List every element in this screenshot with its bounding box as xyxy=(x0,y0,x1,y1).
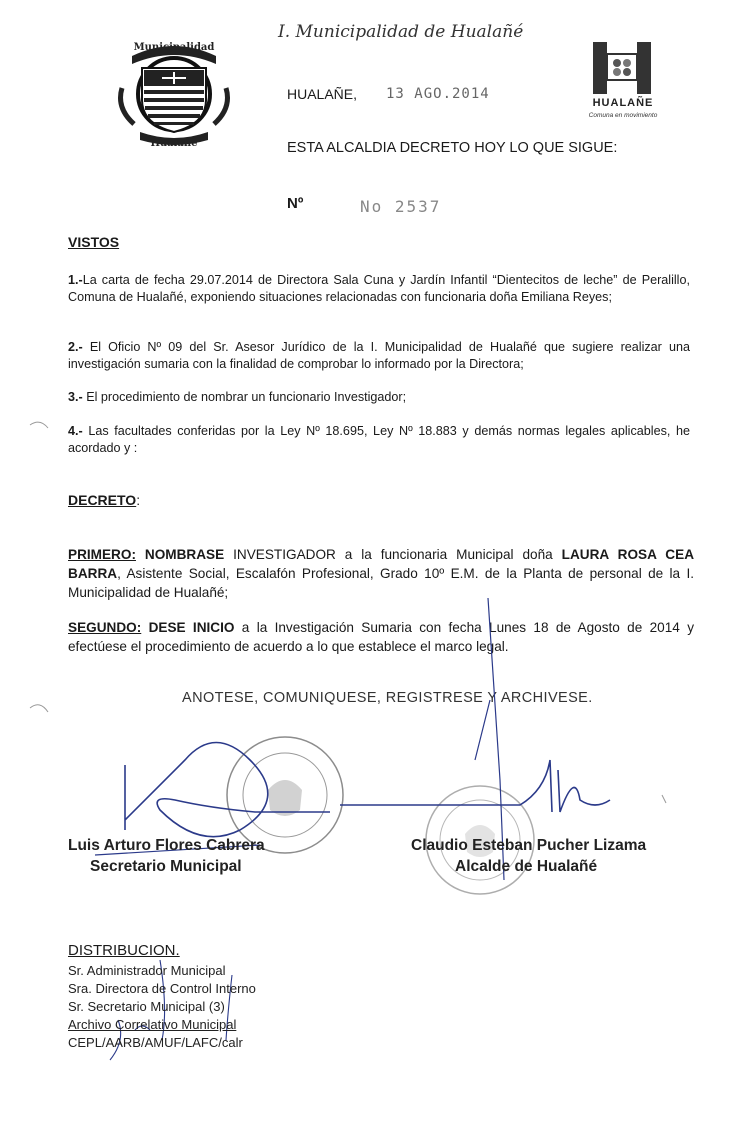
closing-formula: ANOTESE, COMUNIQUESE, REGISTRESE Y ARCHIVESE. xyxy=(182,690,593,706)
primero-label: PRIMERO: xyxy=(68,547,136,562)
distribution-line: Sra. Directora de Control Interno xyxy=(68,981,256,996)
segundo-label: SEGUNDO: xyxy=(68,620,142,635)
municipal-crest-logo xyxy=(112,28,236,148)
distribution-line: Archivo Correlativo Municipal xyxy=(68,1017,237,1032)
svg-text:Municipalidad: Municipalidad xyxy=(133,42,215,53)
decreto-segundo xyxy=(68,618,694,656)
secretary-title: Secretario Municipal xyxy=(90,858,242,875)
mayor-name: Claudio Esteban Pucher Lizama xyxy=(411,837,647,854)
logo-name: HUALAÑE xyxy=(592,97,654,109)
item-text: El procedimiento de nombrar un funcionario Investigador; xyxy=(82,390,407,404)
distribution-line: Sr. Secretario Municipal (3) xyxy=(68,999,225,1014)
logo-tagline: Comuna en movimiento xyxy=(588,112,658,119)
primero-action: NOMBRASE xyxy=(144,547,225,562)
decreto-heading-label: DECRETO xyxy=(68,492,137,508)
item-number: 2.- xyxy=(68,340,83,354)
decreto-heading-colon: : xyxy=(136,492,141,508)
vistos-item-3 xyxy=(68,389,690,406)
intro-statement: ESTA ALCALDIA DECRETO HOY LO QUE SIGUE: xyxy=(287,140,618,156)
place-label: HUALAÑE, xyxy=(287,86,358,102)
distribution-line: Sr. Administrador Municipal xyxy=(68,963,226,978)
segundo-action: DESE INICIO xyxy=(148,620,235,635)
item-text: La carta de fecha 29.07.2014 de Directora Sala Cuna y Jardín Infantil “Dientecitos de leche” de Peralillo, Comuna de Hualañé, exponiendo situaciones relacionadas con funcionaria doña Emiliana Reyes; xyxy=(68,273,690,304)
item-number: 4.- xyxy=(68,424,83,438)
secretary-seal xyxy=(227,737,343,853)
decreto-heading xyxy=(68,492,140,508)
vistos-item-2 xyxy=(68,339,690,373)
date-stamp: 13 AGO.2014 xyxy=(386,86,490,102)
vistos-heading: VISTOS xyxy=(68,234,120,250)
municipality-header-title: I. Municipalidad de Hualañé xyxy=(278,22,524,42)
hualane-h-icon xyxy=(593,42,651,94)
hualane-brand-logo xyxy=(583,42,663,126)
vistos-item-1 xyxy=(68,272,690,306)
item-text: El Oficio Nº 09 del Sr. Asesor Jurídico de la I. Municipalidad de Hualañé que sugiere realizar una investigación sumaria con la finalidad de comprobar lo informado por la Directora; xyxy=(68,340,690,371)
item-text: Las facultades conferidas por la Ley Nº 18.695, Ley Nº 18.883 y demás normas legales aplicables, he acordado y : xyxy=(68,424,690,455)
svg-text:Hualañé: Hualañé xyxy=(150,138,198,148)
mayor-title: Alcalde de Hualañé xyxy=(455,858,598,875)
item-number: 3.- xyxy=(68,390,83,404)
distribution-heading: DISTRIBUCION. xyxy=(68,942,180,959)
decree-number-label: Nº xyxy=(287,195,304,212)
primero-text1: INVESTIGADOR a la funcionaria Municipal doña xyxy=(224,547,562,562)
decree-number-stamp: No 2537 xyxy=(360,197,442,216)
distribution-line: CEPL/AARB/AMUF/LAFC/calr xyxy=(68,1035,243,1050)
primero-name: LAURA ROSA CEA BARRA xyxy=(68,547,695,581)
primero-text2: , Asistente Social, Escalafón Profesional, Grado 10º E.M. de la Planta de personal de la I. Municipalidad de Hualañé; xyxy=(68,566,694,600)
segundo-text: a la Investigación Sumaria con fecha Lunes 18 de Agosto de 2014 y efectúese el procedimiento de acuerdo a lo que establece el marco legal. xyxy=(68,620,694,654)
vistos-item-4 xyxy=(68,423,690,457)
item-number: 1.- xyxy=(68,273,83,287)
decreto-primero xyxy=(68,545,694,602)
secretary-name: Luis Arturo Flores Cabrera xyxy=(68,837,265,854)
